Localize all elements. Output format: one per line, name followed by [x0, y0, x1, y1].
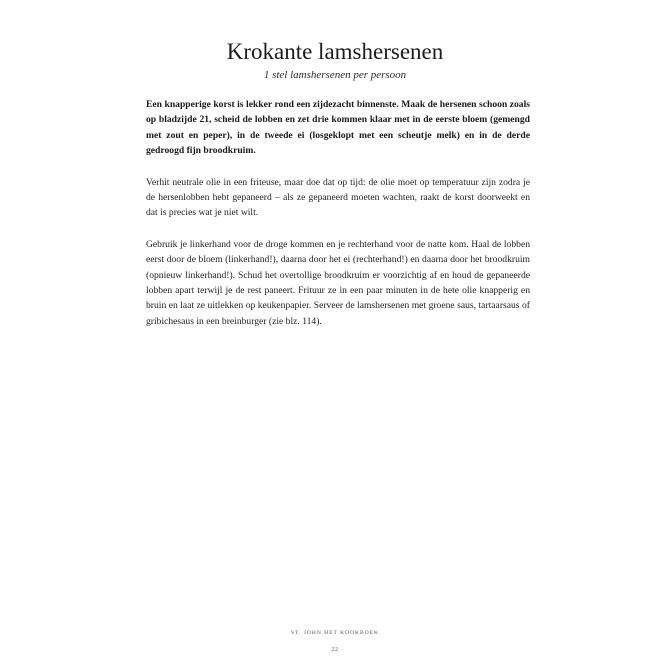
recipe-title: Krokante lamshersenen	[226, 39, 444, 64]
recipe-paragraph-intro: Een knapperige korst is lekker rond een zijdezacht binnenste. Maak de hersenen schoon zoals op bladzijde 21, scheid de lobben en zet drie kommen klaar met in de eerste bloem (gemengd met zout en peper), in de tweede ei (losgeklopt met een scheutje melk) en in de derde gedroogd fijn broodkruim.	[146, 99, 530, 157]
running-footer-book-title: ST. JOHN HET KOOKBOEK	[290, 630, 380, 636]
recipe-paragraph-breading: Gebruik je linkerhand voor de droge kommen en je rechterhand voor de natte kom. Haal de lobben eerst door de bloem (linkerhand!), daarna door het ei (rechterhand!) en daarna door het broodkruim (opnieuw linkerhand!). Schud het overtollige broodkruim er voorzichtig af en houd de gepaneerde lobben apart terwijl je de rest paneert. Frituur ze in een paar minuten in de hete olie knapperig en bruin en laat ze uitlekken op keukenpapier. Serveer de lamshersenen met groene saus, tartaarsaus of gribichesaus in een breinburger (zie blz. 114).	[146, 238, 530, 327]
page-number: 22	[331, 647, 339, 653]
recipe-body	[146, 97, 530, 345]
recipe-serving: 1 stel lamshersenen per persoon	[263, 69, 407, 81]
recipe-paragraph-frying-oil: Verhit neutrale olie in een friteuse, maar doe dat op tijd: de olie moet op temperatuur zijn zodra je de hersenlobben hebt gepaneerd – als ze gepaneerd moeten wachten, raakt de korst doorweekt en dat is precies wat je niet wilt.	[146, 176, 530, 219]
